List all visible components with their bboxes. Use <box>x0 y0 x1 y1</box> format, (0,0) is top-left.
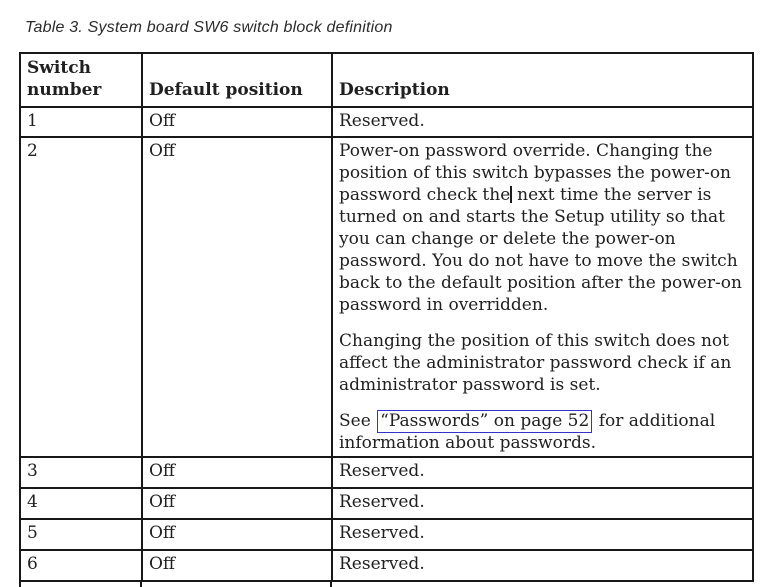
table-row <box>20 519 753 550</box>
col-header-description: Description <box>332 53 753 107</box>
cell-switch-number: 6 <box>20 550 142 581</box>
cell-description: Reserved. <box>332 550 753 581</box>
col-header-default-position: Default position <box>142 53 332 107</box>
description-paragraph <box>339 410 744 454</box>
cell-switch-number: 1 <box>20 107 142 137</box>
header-row <box>20 53 753 107</box>
table-row <box>20 107 753 137</box>
cell-switch-number: 5 <box>20 519 142 550</box>
table-container <box>19 52 752 587</box>
table-row <box>20 550 753 581</box>
paragraph-text: Power-on password override. Changing the position of this switch bypasses the power-on password check the <box>339 141 731 205</box>
table-border-stub <box>330 582 332 587</box>
cell-switch-number: 3 <box>20 457 142 488</box>
table-row <box>20 457 753 488</box>
cell-description: Reserved. <box>332 457 753 488</box>
paragraph-text: next time the server is turned on and starts the Setup utility so that you can change or delete the power-on password. You do not have to move the switch back to the default position after the power-on password in overridden. <box>339 185 742 315</box>
table-caption: Table 3. System board SW6 switch block definition <box>25 19 393 36</box>
cell-default-position: Off <box>142 137 332 457</box>
cell-switch-number: 4 <box>20 488 142 519</box>
cell-default-position: Off <box>142 550 332 581</box>
cell-default-position: Off <box>142 107 332 137</box>
cell-description <box>332 137 753 457</box>
paragraph-text: See <box>339 411 377 431</box>
col-header-switch-number: Switch number <box>20 53 142 107</box>
table-border-stub <box>19 582 21 587</box>
cell-description: Reserved. <box>332 107 753 137</box>
switch-block-table <box>19 52 754 582</box>
description-paragraph <box>339 140 744 316</box>
paragraph-text: for additional information about passwords. <box>339 411 716 453</box>
cell-default-position: Off <box>142 519 332 550</box>
cell-default-position: Off <box>142 488 332 519</box>
table-row <box>20 488 753 519</box>
cell-description: Reserved. <box>332 488 753 519</box>
passwords-page-link[interactable]: “Passwords” on page 52 <box>377 410 592 433</box>
cell-switch-number: 2 <box>20 137 142 457</box>
table-border-stub <box>140 582 142 587</box>
cell-default-position: Off <box>142 457 332 488</box>
table-row <box>20 137 753 457</box>
clipped-next-row-borders <box>19 582 752 587</box>
description-paragraph: Changing the position of this switch does not affect the administrator password check if an administrator password is set. <box>339 331 732 395</box>
cell-description: Reserved. <box>332 519 753 550</box>
